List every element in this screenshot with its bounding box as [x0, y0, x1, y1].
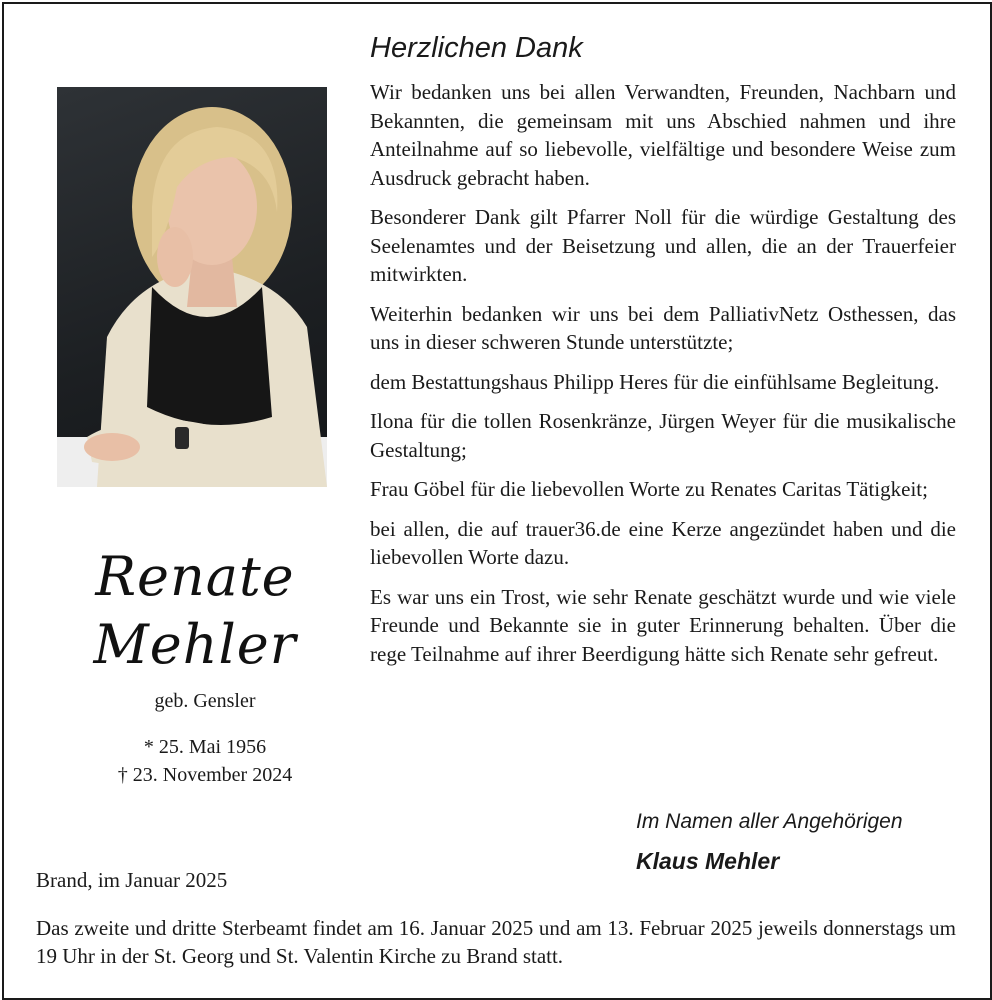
- paragraph: dem Bestattungshaus Philipp Heres für die einfühlsame Begleitung.: [370, 369, 940, 394]
- portrait-photo: [57, 87, 327, 487]
- paragraph: Weiterhin bedanken wir uns bei dem PalliativNetz Osthessen, das uns in dieser schweren Stunde unterstützte;: [370, 301, 956, 354]
- death-date: † 23. November 2024: [117, 764, 293, 786]
- place-date: Brand, im Januar 2025: [36, 868, 228, 892]
- service-announcement: Das zweite und dritte Sterbeamt findet am 16. Januar 2025 und am 13. Februar 2025 jeweils donnerstags um 19 Uhr in der St. Georg und St. Valentin Kirche zu Brand statt.: [36, 916, 956, 968]
- headline: Herzlichen Dank: [370, 32, 583, 64]
- deceased-first-name: Renate: [95, 545, 295, 608]
- paragraph: Besonderer Dank gilt Pfarrer Noll für die würdige Gestaltung des Seelenamtes und der Beisetzung und allen, die an der Trauerfeier mitwirkten.: [370, 205, 956, 286]
- paragraph: Wir bedanken uns bei allen Verwandten, Freunden, Nachbarn und Bekannten, die gemeinsam mit uns Abschied nahmen und ihre Anteilnahme auf so liebevolle, vielfältige und besondere Weise zum Ausdruck gebracht haben.: [370, 80, 956, 190]
- paragraph: Ilona für die tollen Rosenkränze, Jürgen Weyer für die musikalische Gestaltung;: [370, 409, 956, 462]
- paragraph: bei allen, die auf trauer36.de eine Kerze angezündet haben und die liebevollen Worte dazu.: [370, 516, 956, 569]
- birth-date: * 25. Mai 1956: [143, 736, 267, 758]
- thank-you-text: [370, 30, 956, 679]
- signature-intro: Im Namen aller Angehörigen: [636, 810, 903, 833]
- birth-name: geb. Gensler: [154, 690, 256, 712]
- portrait-illustration: [57, 87, 327, 487]
- paragraph: Es war uns ein Trost, wie sehr Renate geschätzt wurde und wie viele Freunde und Bekannte sie in guter Erinnerung behalten. Über die rege Teilnahme auf ihrer Beerdigung hätte sich Renate sehr gefreut.: [370, 584, 956, 666]
- deceased-last-name: Mehler: [93, 613, 297, 676]
- signature-name: Klaus Mehler: [636, 848, 780, 874]
- paragraph: Frau Göbel für die liebevollen Worte zu Renates Caritas Tätigkeit;: [370, 477, 928, 501]
